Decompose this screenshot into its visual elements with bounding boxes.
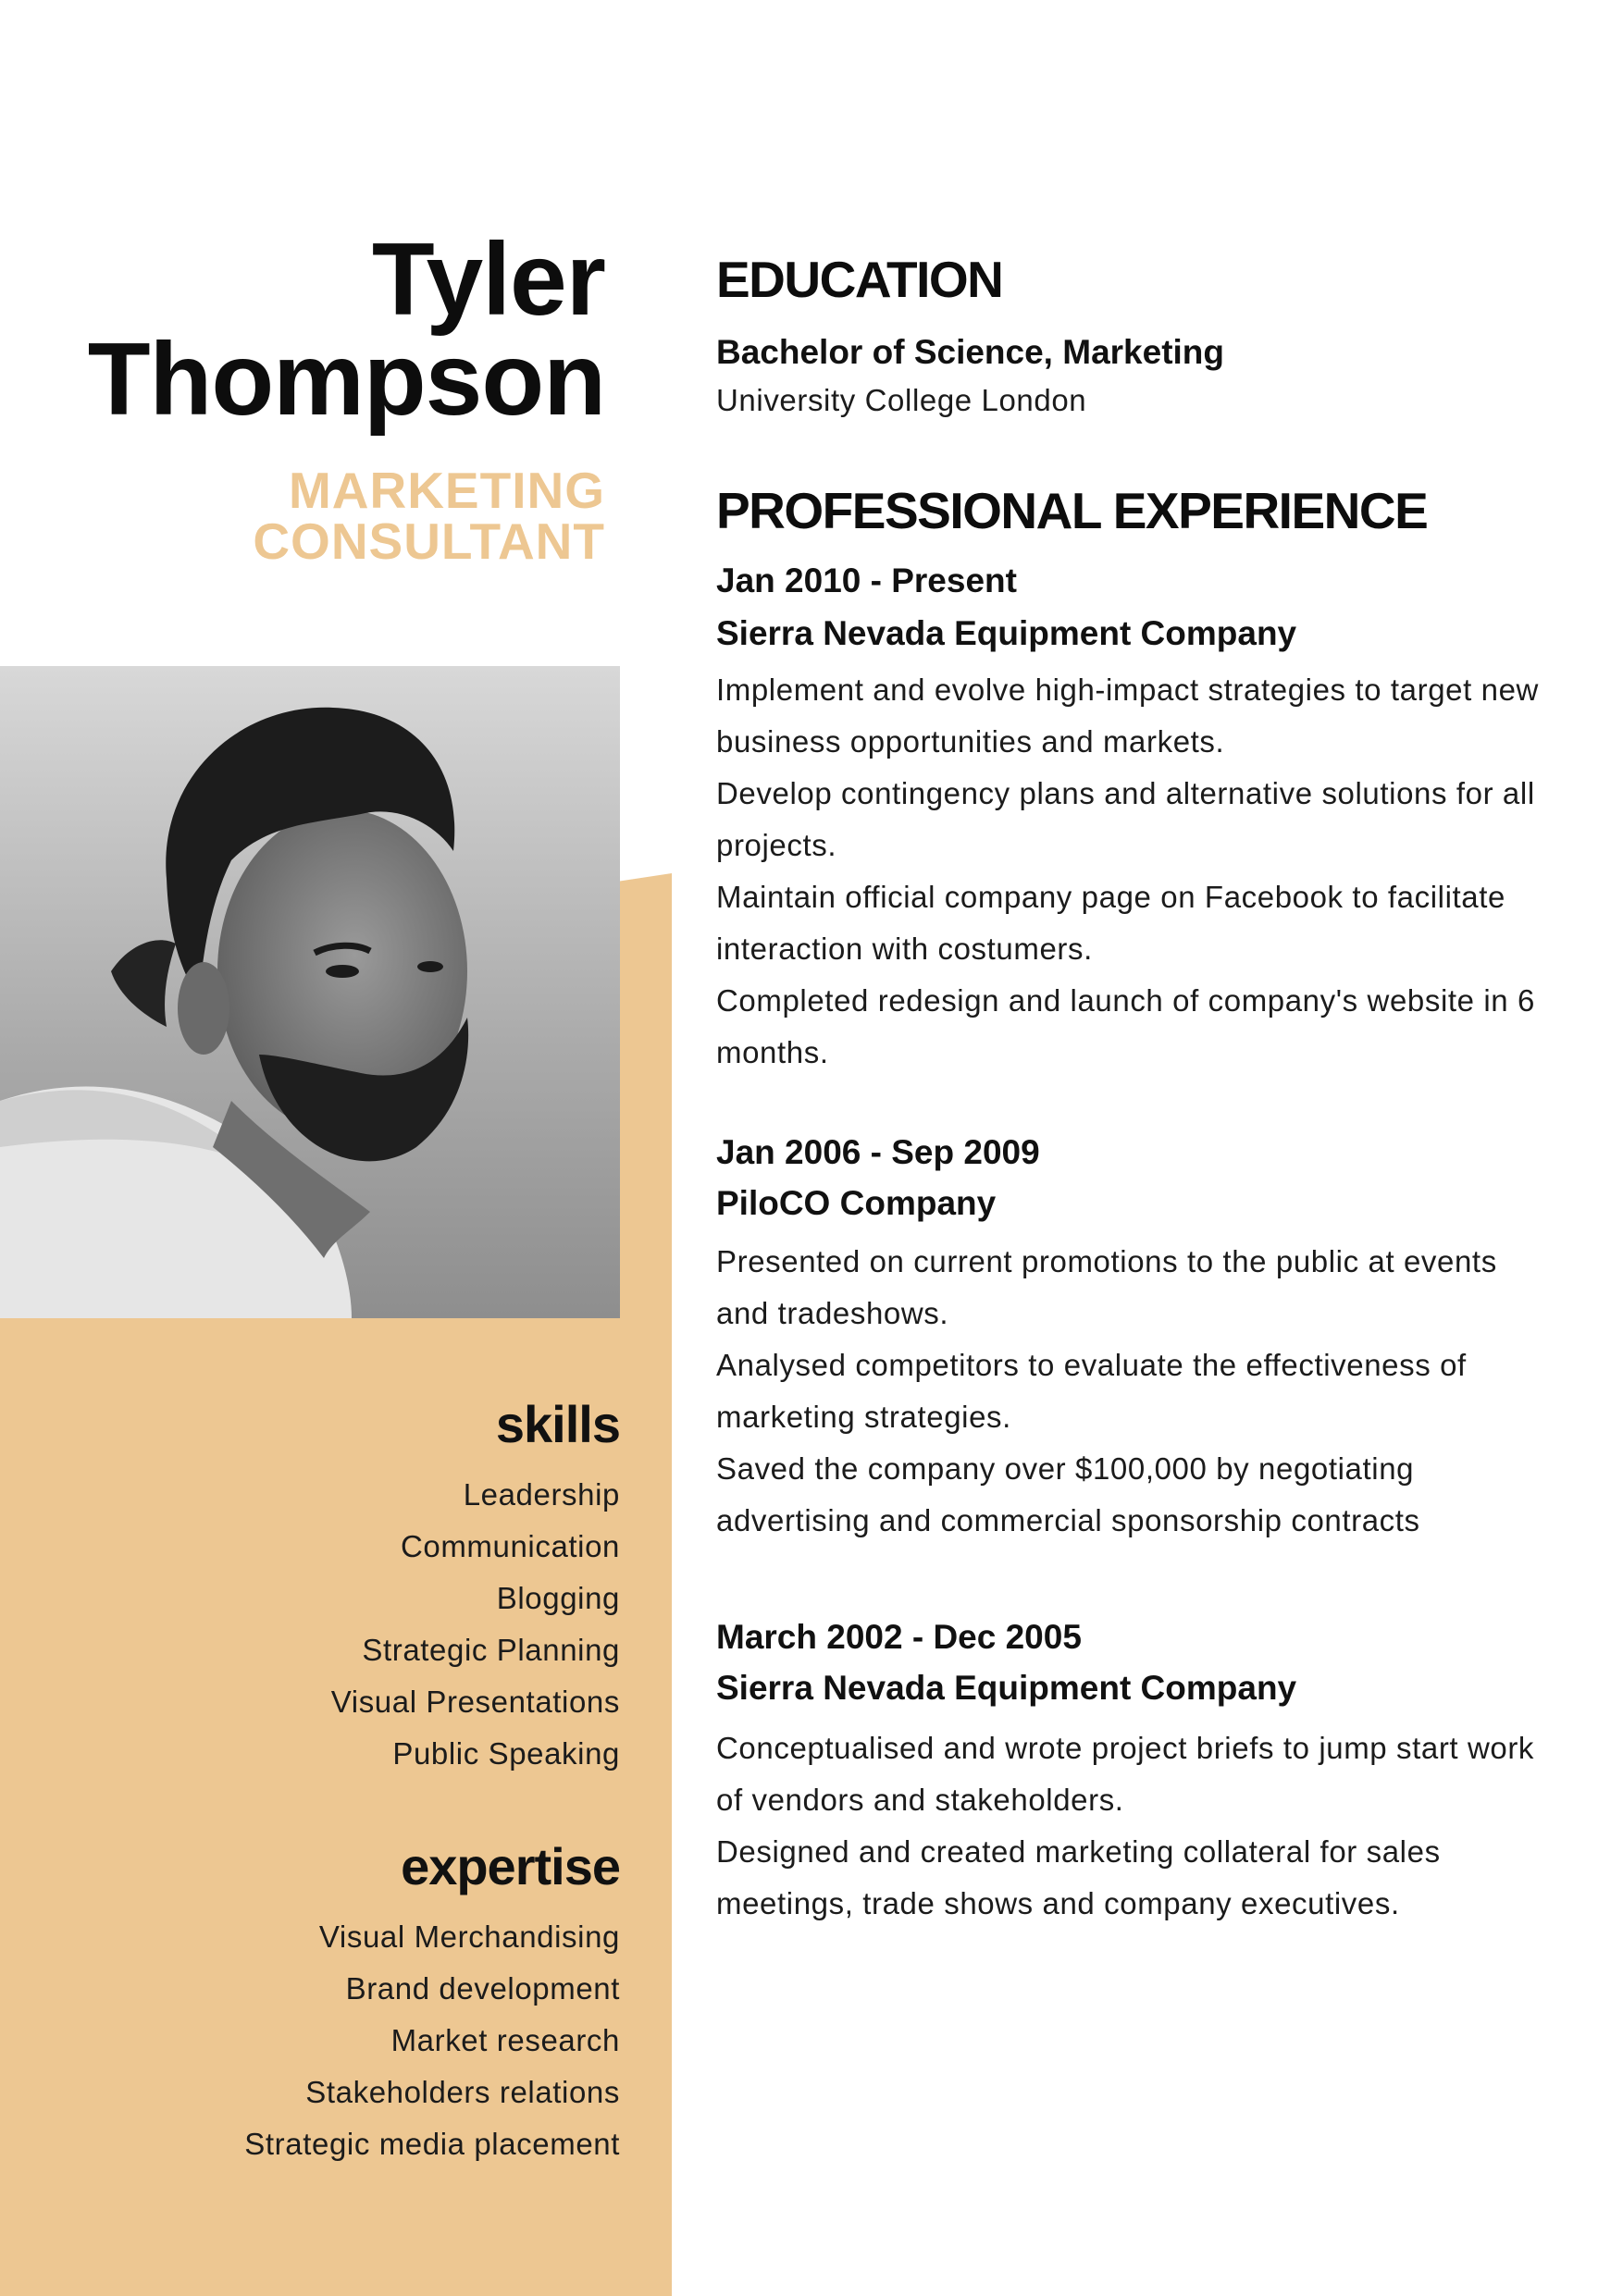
skill-item: Strategic Planning [362, 1633, 620, 1667]
skills-heading: skills [495, 1395, 620, 1453]
profile-photo [0, 666, 620, 1318]
skill-item: Communication [400, 1529, 620, 1563]
job-duties [716, 664, 1549, 1079]
job-company: Sierra Nevada Equipment Company [716, 614, 1297, 652]
job-duty: Analysed competitors to evaluate the effectiveness of marketing strategies. [716, 1348, 1467, 1434]
job-duty: Designed and created marketing collateral for sales meetings, trade shows and company executives. [716, 1834, 1441, 1920]
education-school: University College London [716, 383, 1087, 417]
job-duties [716, 1722, 1549, 1930]
experience-heading: PROFESSIONAL EXPERIENCE [716, 482, 1428, 539]
job-company: Sierra Nevada Equipment Company [716, 1669, 1297, 1707]
expertise-item: Brand development [345, 1971, 620, 2006]
job-duty: Completed redesign and launch of company's website in 6 months. [716, 983, 1535, 1069]
education-heading: EDUCATION [716, 251, 1003, 308]
job-title [253, 462, 605, 570]
candidate-name [87, 222, 605, 437]
skill-item: Leadership [463, 1477, 620, 1512]
skills-list [331, 1469, 620, 1780]
expertise-item: Strategic media placement [244, 2127, 620, 2161]
job-duty: Conceptualised and wrote project briefs to jump start work of vendors and stakeholders. [716, 1731, 1535, 1817]
job-company: PiloCO Company [716, 1184, 997, 1222]
job-title-line-2: CONSULTANT [253, 512, 605, 570]
last-name: Thompson [87, 322, 605, 437]
job-duties [716, 1236, 1549, 1547]
expertise-list [244, 1911, 620, 2170]
job-duty: Develop contingency plans and alternative solutions for all projects. [716, 776, 1535, 862]
education-degree: Bachelor of Science, Marketing [716, 333, 1225, 371]
skill-item: Public Speaking [392, 1736, 620, 1771]
first-name: Tyler [371, 222, 605, 337]
job-title-line-1: MARKETING [288, 462, 605, 519]
portrait-photo-icon [0, 666, 620, 1318]
skill-item: Blogging [496, 1581, 620, 1615]
job-dates: March 2002 - Dec 2005 [716, 1618, 1082, 1656]
job-dates: Jan 2010 - Present [716, 562, 1017, 599]
expertise-item: Stakeholders relations [305, 2075, 620, 2109]
job-duty: Maintain official company page on Facebook to facilitate interaction with costumers. [716, 880, 1505, 966]
expertise-item: Visual Merchandising [318, 1920, 620, 1954]
job-duty: Presented on current promotions to the public at events and tradeshows. [716, 1244, 1497, 1330]
expertise-heading: expertise [401, 1837, 620, 1895]
skill-item: Visual Presentations [330, 1685, 620, 1719]
job-duty: Saved the company over $100,000 by negotiating advertising and commercial sponsorship contracts [716, 1451, 1420, 1537]
expertise-item: Market research [390, 2023, 620, 2057]
job-duty: Implement and evolve high-impact strategies to target new business opportunities and markets. [716, 673, 1539, 759]
job-dates: Jan 2006 - Sep 2009 [716, 1133, 1040, 1171]
